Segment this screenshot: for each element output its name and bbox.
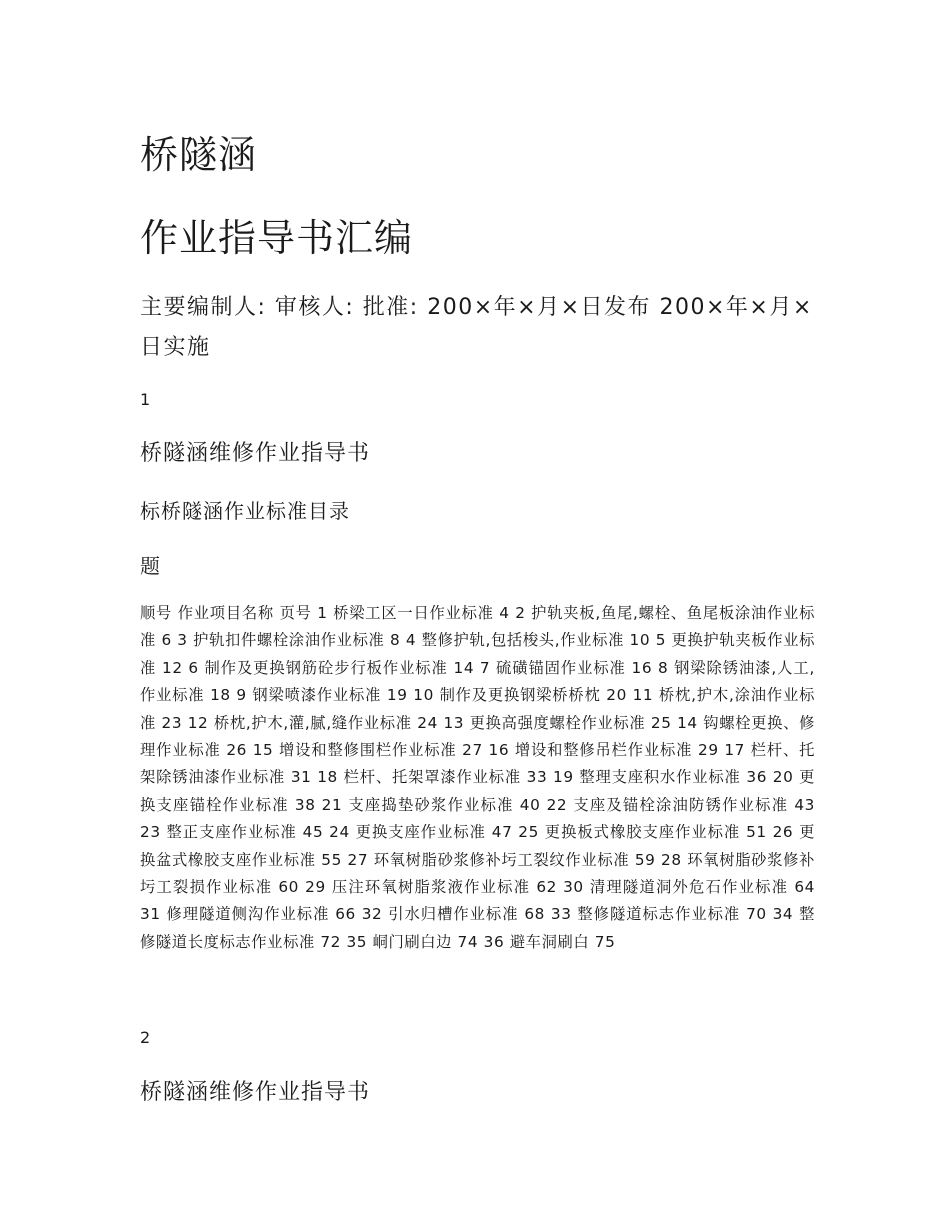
document-title-line-1: 桥隧涵 xyxy=(140,133,258,177)
toc-heading: 标桥隧涵作业标准目录 xyxy=(140,499,350,523)
page-number: 2 xyxy=(140,1028,151,1047)
toc-subheading: 题 xyxy=(140,554,160,578)
page-number: 1 xyxy=(140,390,151,409)
document-title-line-2: 作业指导书汇编 xyxy=(140,216,414,260)
document-meta: 主要编制人: 审核人: 批准: 200×年×月×日发布 200×年×月×日实施 xyxy=(140,295,813,360)
section-heading: 桥隧涵维修作业指导书 xyxy=(140,441,371,466)
table-of-contents: 顺号 作业项目名称 页号 1 桥梁工区一日作业标准 4 2 护轨夹板,鱼尾,螺栓、鱼尾板涂油作业标准 6 3 护轨扣件螺栓涂油作业标准 8 4 整修护轨,包括梭头,作业标准 10 5 更换护轨夹板作业标准 12 6 制作及更换钢筋砼步行板作业标准 14 7 硫磺锚固作业标准 16 8 钢梁除锈油漆,人工,作业标准 18 9 钢梁喷漆作业标准 19 10 制作及更换钢梁桥桥枕 20 11 桥枕,护木,涂油作业标准 23 12 桥枕,护木,灌,腻,缝作业标准 24 13 更换高强度螺栓作业标准 25 14 钩螺栓更换、修理作业标准 26 15 增设和整修围栏作业标准 27 16 增设和整修吊栏作业标准 29 17 栏杆、托架除锈油漆作业标准 31 18 栏杆、托架罩漆作业标准 33 19 整理支座积水作业标准 36 20 更换支座锚栓作业标准 38 21 支座捣垫砂浆作业标准 40 22 支座及锚栓涂油防锈作业标准 43 23 整正支座作业标准 45 24 更换支座作业标准 47 25 更换板式橡胶支座作业标准 51 26 更换盆式橡胶支座作业标准 55 27 环氧树脂砂浆修补圬工裂纹作业标准 59 28 环氧树脂砂浆修补圬工裂损作业标准 60 29 压注环氧树脂浆液作业标准 62 30 清理隧道洞外危石作业标准 64 31 修理隧道侧沟作业标准 66 32 引水归槽作业标准 68 33 整修隧道标志作业标准 70 34 整修隧道长度标志作业标准 72 35 峒门刷白边 74 36 避车洞刷白 75 xyxy=(140,604,815,951)
section-heading: 桥隧涵维修作业指导书 xyxy=(140,1080,371,1105)
